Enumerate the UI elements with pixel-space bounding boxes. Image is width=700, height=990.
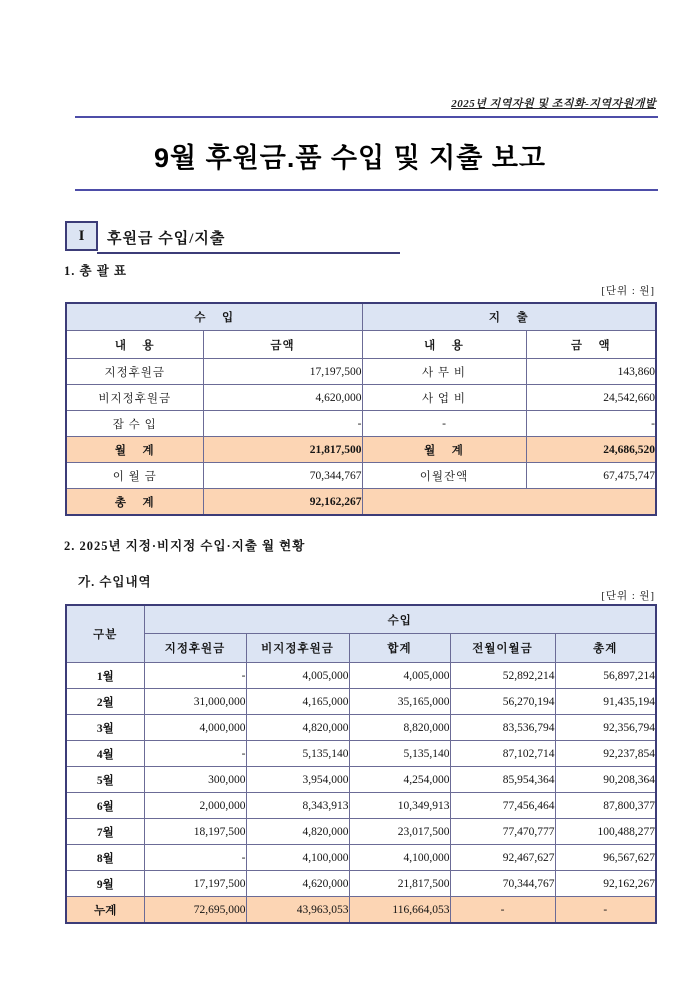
table-cell: 70,344,767 xyxy=(450,871,555,897)
table-cell: 87,102,714 xyxy=(450,741,555,767)
table1-col-header: 내 용 xyxy=(66,331,203,359)
section1-title: 후원금 수입/지출 xyxy=(107,231,226,247)
table-cell: - xyxy=(203,411,362,437)
table2-header-row xyxy=(66,605,656,634)
table-cell: 24,686,520 xyxy=(526,437,656,463)
table-row xyxy=(66,715,656,741)
table-cell: 5,135,140 xyxy=(349,741,450,767)
month-cell: 5월 xyxy=(66,767,144,793)
table1-income-header: 수 입 xyxy=(66,303,362,331)
month-cell: 3월 xyxy=(66,715,144,741)
table-cell: 43,963,053 xyxy=(246,897,349,924)
table-cell: 96,567,627 xyxy=(555,845,656,871)
table2-gubun-header: 구분 xyxy=(66,605,144,663)
table-cell-empty xyxy=(362,489,656,516)
table-cell: - xyxy=(555,897,656,924)
title-rule-top xyxy=(75,116,658,118)
table-row xyxy=(66,793,656,819)
table-row xyxy=(66,359,656,385)
table-cell: 17,197,500 xyxy=(203,359,362,385)
table-cell: 85,954,364 xyxy=(450,767,555,793)
table-cell: 143,860 xyxy=(526,359,656,385)
table-row xyxy=(66,663,656,689)
table-cell: 92,162,267 xyxy=(203,489,362,516)
section-numeral: I xyxy=(78,227,85,244)
table-cell: 4,165,000 xyxy=(246,689,349,715)
table-cell: 8,820,000 xyxy=(349,715,450,741)
table-cell: 월 계 xyxy=(66,437,203,463)
table-cell: 4,100,000 xyxy=(246,845,349,871)
table-cell: 90,208,364 xyxy=(555,767,656,793)
table-cell: 4,100,000 xyxy=(349,845,450,871)
table-cell: 83,536,794 xyxy=(450,715,555,741)
table-cell: 77,456,464 xyxy=(450,793,555,819)
table-cell: 24,542,660 xyxy=(526,385,656,411)
table-cell: 사 무 비 xyxy=(362,359,526,385)
table-cell: 300,000 xyxy=(144,767,246,793)
table-cell: 4,820,000 xyxy=(246,715,349,741)
table-cell: 56,897,214 xyxy=(555,663,656,689)
table-cell: 23,017,500 xyxy=(349,819,450,845)
table-cell: 이 월 금 xyxy=(66,463,203,489)
table-row xyxy=(66,689,656,715)
table1-col-header: 금 액 xyxy=(526,331,656,359)
table-cell: - xyxy=(450,897,555,924)
table-cell: 31,000,000 xyxy=(144,689,246,715)
table-cell: - xyxy=(526,411,656,437)
month-cell: 7월 xyxy=(66,819,144,845)
table-cell: 17,197,500 xyxy=(144,871,246,897)
table-cell: 70,344,767 xyxy=(203,463,362,489)
month-cell: 8월 xyxy=(66,845,144,871)
table-cell: 4,620,000 xyxy=(246,871,349,897)
table-cell: 비지정후원금 xyxy=(66,385,203,411)
table-row xyxy=(66,871,656,897)
month-cell: 2월 xyxy=(66,689,144,715)
table-cell: 10,349,913 xyxy=(349,793,450,819)
table-cell: 4,820,000 xyxy=(246,819,349,845)
income-detail-table-wrap xyxy=(65,604,657,924)
table1-col-header: 금액 xyxy=(203,331,362,359)
table2-income-header: 수입 xyxy=(144,605,656,634)
section1-underline xyxy=(97,252,400,254)
month-cell: 4월 xyxy=(66,741,144,767)
table-cell: 월 계 xyxy=(362,437,526,463)
table-cell: 100,488,277 xyxy=(555,819,656,845)
grand-total-row xyxy=(66,489,656,516)
table-cell: 92,162,267 xyxy=(555,871,656,897)
table-row xyxy=(66,845,656,871)
table-cell: 77,470,777 xyxy=(450,819,555,845)
table2-col-header: 지정후원금 xyxy=(144,634,246,663)
summary-table xyxy=(65,302,657,516)
table-cell: 116,664,053 xyxy=(349,897,450,924)
table1-header-row xyxy=(66,303,656,331)
cumulative-total-row xyxy=(66,897,656,924)
table-cell: 56,270,194 xyxy=(450,689,555,715)
table-row xyxy=(66,385,656,411)
table-cell: 21,817,500 xyxy=(349,871,450,897)
table-cell: - xyxy=(144,663,246,689)
table-cell: 91,435,194 xyxy=(555,689,656,715)
table-cell: 87,800,377 xyxy=(555,793,656,819)
table-row xyxy=(66,767,656,793)
table-cell: 4,000,000 xyxy=(144,715,246,741)
table2-col-header: 총계 xyxy=(555,634,656,663)
table2-subheader-row xyxy=(66,634,656,663)
table-cell: - xyxy=(362,411,526,437)
section-numeral-box xyxy=(65,221,98,251)
table-row xyxy=(66,463,656,489)
title-rule-bottom xyxy=(75,189,658,191)
table-cell: 2,000,000 xyxy=(144,793,246,819)
table1-subheader-row xyxy=(66,331,656,359)
table-cell: 72,695,000 xyxy=(144,897,246,924)
table-cell: 5,135,140 xyxy=(246,741,349,767)
month-cell: 누계 xyxy=(66,897,144,924)
unit-label-table1: [단위 : 원] xyxy=(601,286,655,297)
table-cell: 이월잔액 xyxy=(362,463,526,489)
table-cell: 35,165,000 xyxy=(349,689,450,715)
table-cell: 지정후원금 xyxy=(66,359,203,385)
table-row xyxy=(66,411,656,437)
table-cell: 잡 수 입 xyxy=(66,411,203,437)
table-cell: - xyxy=(144,845,246,871)
table-cell: 18,197,500 xyxy=(144,819,246,845)
running-head: 2025년 지역자원 및 조직화-지역자원개발 xyxy=(451,98,656,110)
summary-table-wrap xyxy=(65,302,657,516)
table-cell: 8,343,913 xyxy=(246,793,349,819)
page-title: 9월 후원금.품 수입 및 지출 보고 xyxy=(153,143,546,173)
subsection1-title: 1. 총 괄 표 xyxy=(64,264,127,278)
table2-col-header: 비지정후원금 xyxy=(246,634,349,663)
table-cell: 92,467,627 xyxy=(450,845,555,871)
table-cell: 67,475,747 xyxy=(526,463,656,489)
income-detail-table xyxy=(65,604,657,924)
table-cell: 4,254,000 xyxy=(349,767,450,793)
table-cell: 52,892,214 xyxy=(450,663,555,689)
table-cell: 4,620,000 xyxy=(203,385,362,411)
table-cell: 4,005,000 xyxy=(349,663,450,689)
month-cell: 9월 xyxy=(66,871,144,897)
monthly-total-row xyxy=(66,437,656,463)
table1-col-header: 내 용 xyxy=(362,331,526,359)
table1-expense-header: 지 출 xyxy=(362,303,656,331)
table-row xyxy=(66,741,656,767)
table-cell: 92,237,854 xyxy=(555,741,656,767)
month-cell: 1월 xyxy=(66,663,144,689)
table2-col-header: 전월이월금 xyxy=(450,634,555,663)
table-cell: 사 업 비 xyxy=(362,385,526,411)
unit-label-table2: [단위 : 원] xyxy=(601,591,655,602)
table-cell: 4,005,000 xyxy=(246,663,349,689)
section2-title: 2. 2025년 지정·비지정 수입·지출 월 현황 xyxy=(64,539,306,553)
table2-col-header: 합계 xyxy=(349,634,450,663)
table-cell: - xyxy=(144,741,246,767)
subsection2-title: 가. 수입내역 xyxy=(78,575,152,589)
table-cell: 3,954,000 xyxy=(246,767,349,793)
table-cell: 92,356,794 xyxy=(555,715,656,741)
table-row xyxy=(66,819,656,845)
month-cell: 6월 xyxy=(66,793,144,819)
table-cell: 21,817,500 xyxy=(203,437,362,463)
table-cell: 총 계 xyxy=(66,489,203,516)
